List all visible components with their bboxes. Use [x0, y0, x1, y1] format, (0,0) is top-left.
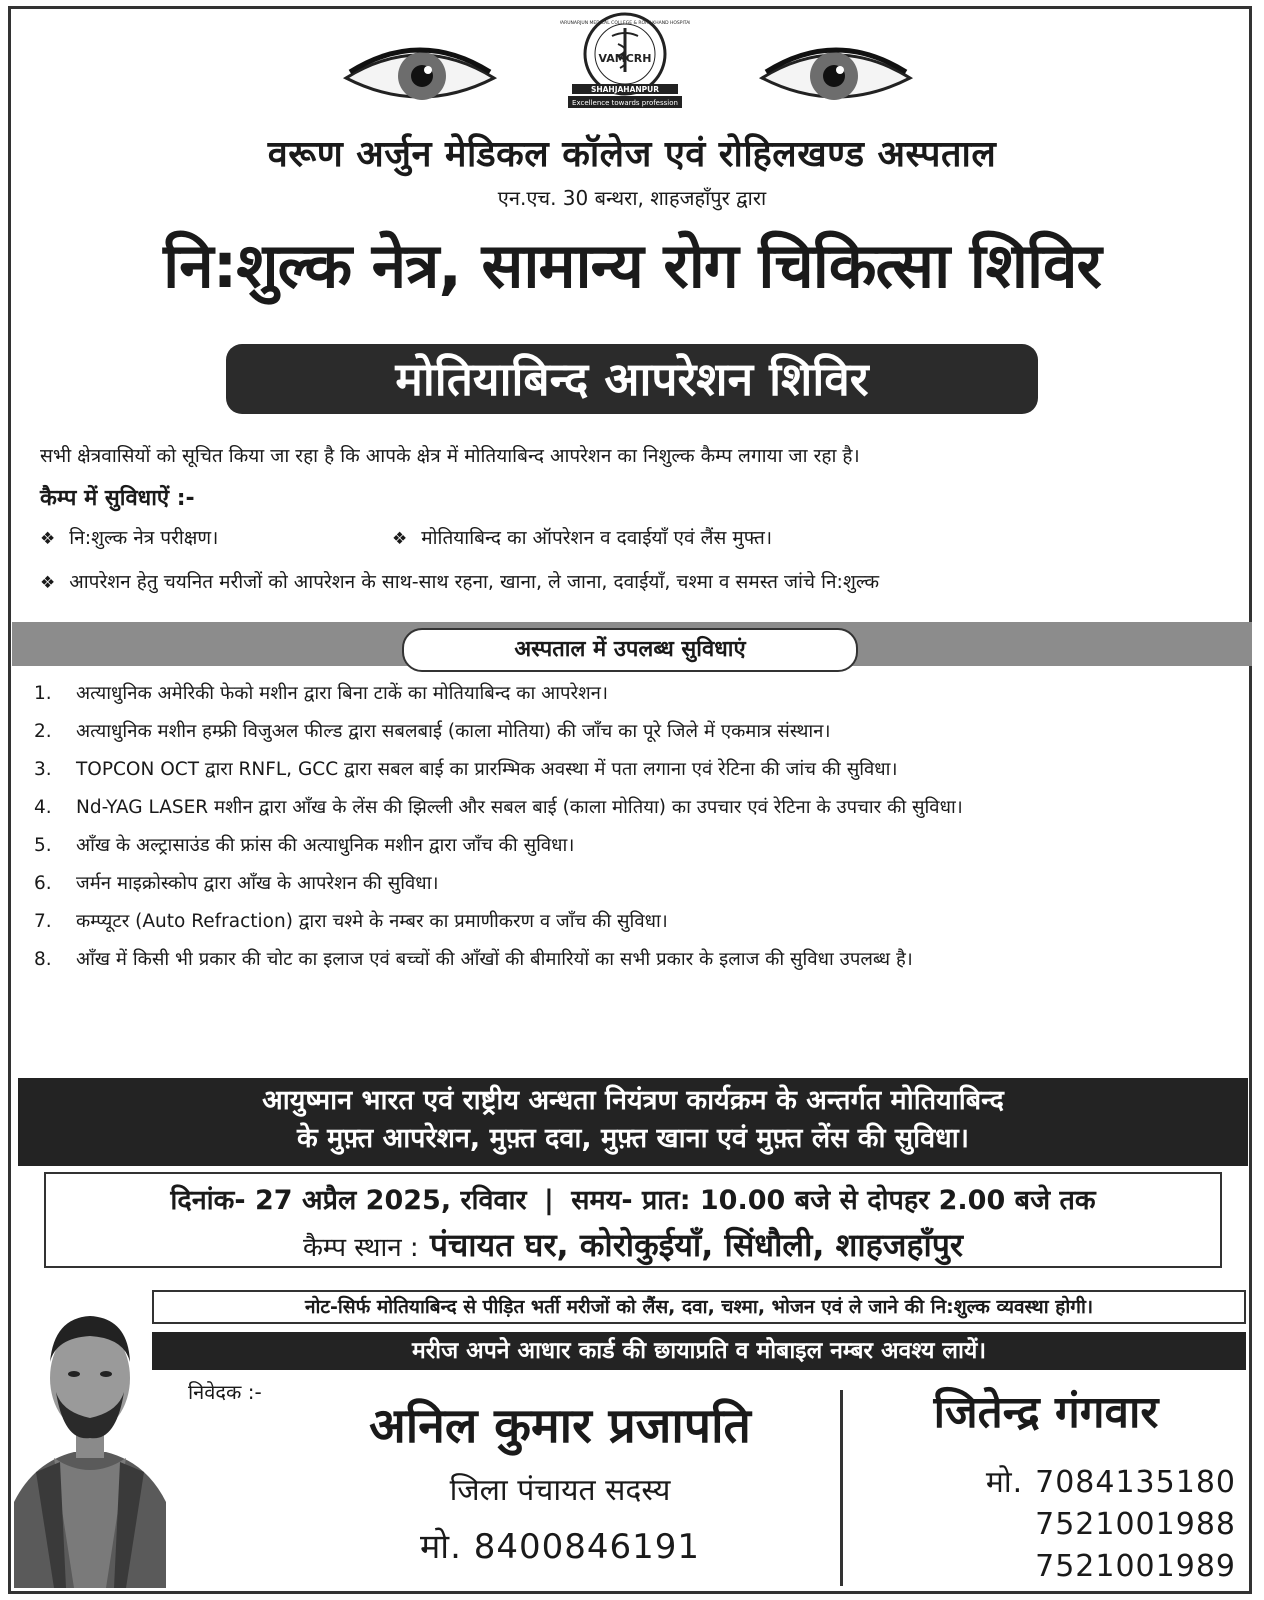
- schedule-box: [44, 1172, 1222, 1268]
- camp-subtitle-banner: मोतियाबिन्द आपरेशन शिविर: [226, 344, 1038, 414]
- list-item: 1. अत्याधुनिक अमेरिकी फेको मशीन द्वारा बिना टाकें का मोतियाबिन्द का आपरेशन।: [34, 683, 608, 704]
- contact-name: जितेन्द्र गंगवार: [933, 1387, 1159, 1438]
- list-item: 8. आँख में किसी भी प्रकार की चोट का इलाज एवं बच्चों की आँखों की बीमारियों का सभी प्रकार के इलाज की सुविधा उपलब्ध है।: [34, 949, 913, 970]
- hospital-address: एन.एच. 30 बन्थरा, शाहजहाँपुर द्वारा: [497, 186, 767, 210]
- organizer-label: निवेदक :-: [188, 1380, 262, 1404]
- camp-time: समय- प्रात: 10.00 बजे से दोपहर 2.00 बजे तक: [571, 1185, 1096, 1216]
- diamond-bullet-icon: ❖: [40, 529, 56, 549]
- vertical-divider: [840, 1390, 843, 1586]
- intro-text: सभी क्षेत्रवासियों को सूचित किया जा रहा है कि आपके क्षेत्र में मोतियाबिन्द आपरेशन का निशुल्क कैम्प लगाया जा रहा है।: [40, 445, 860, 467]
- logo-tagline: Excellence towards profession: [572, 99, 678, 107]
- camp-venue: पंचायत घर, कोरोकुईयाँ, सिंधौली, शाहजहाँपुर: [429, 1226, 964, 1264]
- hospital-name: वरूण अर्जुन मेडिकल कॉलेज एवं रोहिलखण्ड अस्पताल: [267, 134, 997, 175]
- camp-facility-item: ❖ मोतियाबिन्द का ऑपरेशन व दवाईयाँ एवं लैंस मुफ्त।: [392, 527, 773, 549]
- organizer-photo: [14, 1282, 166, 1588]
- list-item: 7. कम्प्यूटर (Auto Refraction) द्वारा चश्मे के नम्बर का प्रमाणीकरण व जाँच की सुविधा।: [34, 911, 668, 932]
- diamond-bullet-icon: ❖: [392, 529, 408, 549]
- note-text: नोट-सिर्फ मोतियाबिन्द से पीड़ित भर्ती मरीजों को लैंस, दवा, चश्मा, भोजन एवं ले जाने की नि:शुल्क व्यवस्था होगी।: [152, 1290, 1246, 1324]
- schedule-separator: |: [544, 1185, 554, 1216]
- contact-mobiles: मो. 7084135180 7521001988 7521001989: [986, 1462, 1236, 1588]
- diamond-bullet-icon: ❖: [40, 573, 56, 593]
- camp-facilities-heading: कैम्प में सुविधाऐं :-: [40, 486, 195, 511]
- logo-ring-text: VARUNARJUN MEDICAL COLLEGE & ROHILKHAND HOSPITAL: [560, 21, 690, 26]
- camp-facility-item: ❖ आपरेशन हेतु चयनित मरीजों को आपरेशन के साथ-साथ रहना, खाना, ले जाना, दवाईयाँ, चश्मा व समस्त जांचे नि:शुल्क: [40, 571, 880, 593]
- hospital-facilities-list: [30, 682, 1240, 986]
- contact-mobile: 7521001988: [1035, 1507, 1236, 1542]
- list-item: 5. आँख के अल्ट्रासाउंड की फ्रांस की अत्याधुनिक मशीन द्वारा जाँच की सुविधा।: [34, 835, 575, 856]
- camp-date: दिनांक- 27 अप्रैल 2025, रविवार: [170, 1185, 527, 1216]
- organizer-mobile: मो. 8400846191: [419, 1527, 701, 1567]
- logo-city: SHAHJAHANPUR: [590, 85, 660, 94]
- right-eye-icon: [756, 38, 916, 108]
- scheme-notice: आयुष्मान भारत एवं राष्ट्रीय अन्धता नियंत्रण कार्यक्रम के अन्तर्गत मोतियाबिन्द के मुफ़्त आपरेशन, मुफ़्त दवा, मुफ़्त खाना एवं मुफ़्त लेंस की सुविधा।: [18, 1078, 1248, 1166]
- list-item: 4. Nd-YAG LASER मशीन द्वारा आँख के लेंस की झिल्ली और सबल बाई (काला मोतिया) का उपचार एवं रेटिना के उपचार की सुविधा।: [34, 797, 963, 818]
- camp-title: नि:शुल्क नेत्र, सामान्य रोग चिकित्सा शिविर: [163, 229, 1101, 302]
- list-item: 6. जर्मन माइक्रोस्कोप द्वारा आँख के आपरेशन की सुविधा।: [34, 873, 439, 894]
- list-item: 2. अत्याधुनिक मशीन हम्फ्री विजुअल फील्ड द्वारा सबलबाई (काला मोतिया) की जाँच का पूरे जिले में एकमात्र संस्थान।: [34, 721, 831, 742]
- organizer-name: अनिल कुमार प्रजापति: [369, 1398, 751, 1454]
- list-item: 3. TOPCON OCT द्वारा RNFL, GCC द्वारा सबल बाई का प्रारम्भिक अवस्था में पता लगाना एवं रेटिना की जांच की सुविधा।: [34, 759, 898, 780]
- hospital-facilities-heading: अस्पताल में उपलब्ध सुविधाएं: [402, 628, 858, 672]
- contact-mobile: 7521001989: [1035, 1549, 1236, 1584]
- logo-abbr: VAMCRH: [598, 52, 652, 65]
- aadhaar-notice: मरीज अपने आधार कार्ड की छायाप्रति व मोबाइल नम्बर अवश्य लायें।: [152, 1332, 1246, 1370]
- left-eye-icon: [340, 38, 500, 108]
- contact-mobile: 7084135180: [1035, 1465, 1236, 1500]
- vamcrh-logo: [560, 10, 690, 110]
- organizer-designation: जिला पंचायत सदस्य: [449, 1473, 671, 1508]
- venue-label: कैम्प स्थान :: [302, 1233, 419, 1263]
- camp-facility-item: ❖ नि:शुल्क नेत्र परीक्षण।: [40, 527, 219, 549]
